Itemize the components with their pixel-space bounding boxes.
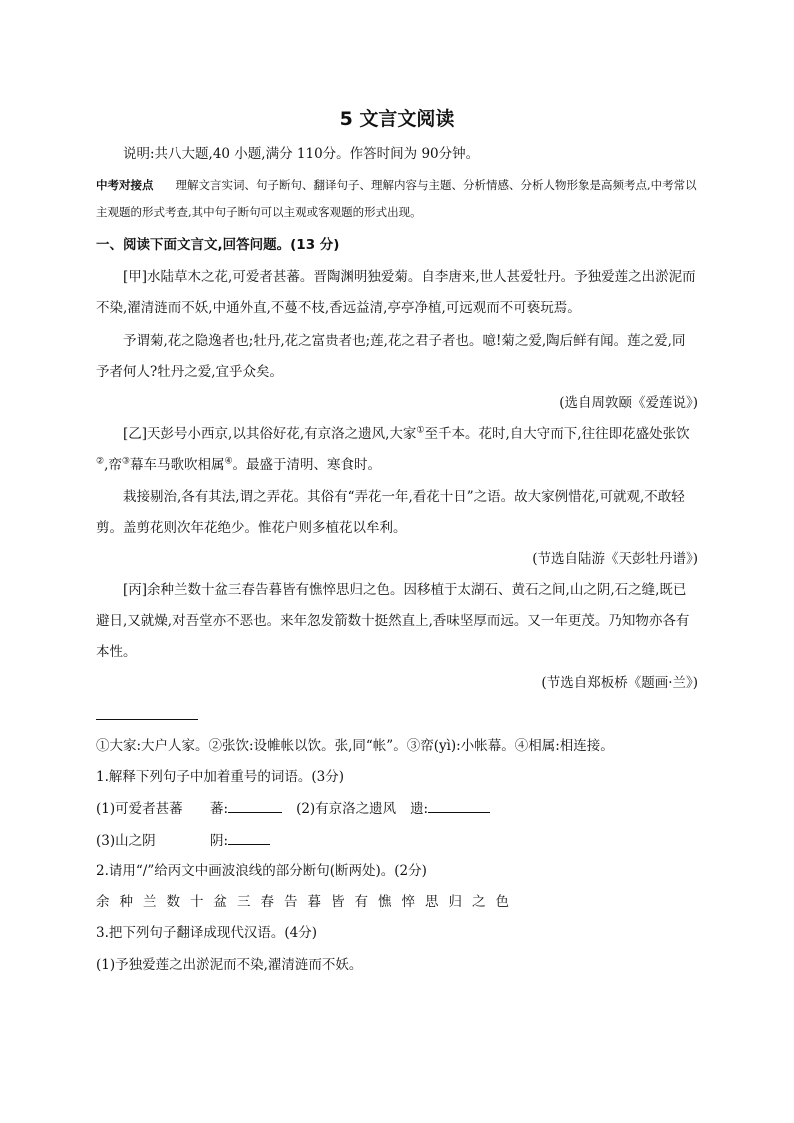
- jia-paragraph-1: [甲]水陆草木之花,可爱者甚蕃。晋陶渊明独爱菊。自李唐来,世人甚爱牡丹。予独爱莲之出淤泥而不染,濯清涟而不妖,中通外直,不蔓不枝,香远益清,亭亭净植,可远观而不可亵玩焉。: [96, 269, 696, 316]
- section1-heading: 一、阅读下面文言文,回答问题。(13 分): [96, 237, 340, 253]
- answer-blank-3[interactable]: [228, 830, 270, 845]
- kaodian-text: 理解文言实词、句子断句、翻译句子、理解内容与主题、分析情感、分析人物形象是高频考点,中考常以主观题的形式考查,其中句子断句可以主观或客观题的形式出现。: [96, 178, 697, 219]
- kaodian-label: 中考对接点: [96, 178, 154, 192]
- bing-paragraph: [丙]余种兰数十盆三春告暮皆有憔悴思归之色。因移植于太湖石、黄石之间,山之阴,石之缝,既已避日,又就燥,对吾堂亦不恶也。来年忽发箭数十挺然直上,香味坚厚而远。又一年更茂。乃知物亦各有本性。: [96, 582, 690, 660]
- answer-blank-1[interactable]: [228, 798, 282, 813]
- question-3-item-1: (1)予独爱莲之出淤泥而不染,濯清涟而不妖。: [96, 957, 363, 973]
- question-2-stem: 2.请用“/”给丙文中画波浪线的部分断句(断两处)。(2分): [96, 863, 427, 879]
- question-1-row-1: (1)可爱者甚蕃 蕃: (2)有京洛之遗风 遗:: [96, 794, 698, 825]
- footnotes: ①大家:大户人家。②张饮:设帷帐以饮。张,同“帐”。③帟(yì):小帐幕。④相属:相连接。: [96, 738, 614, 754]
- note-marker-3: ③: [121, 456, 130, 467]
- note-marker-1: ①: [416, 425, 425, 436]
- bing-source: (节选自郑板桥《题画·兰》): [541, 675, 698, 691]
- page-title: 5 文言文阅读: [339, 108, 455, 130]
- question-2-sequence: 余种兰数十盆三春告暮皆有憔悴思归之色: [96, 894, 519, 910]
- kaodian-block: [96, 172, 698, 226]
- yi-source: (节选自陆游《天彭牡丹谱》): [532, 551, 698, 567]
- jia-paragraph-2: 予谓菊,花之隐逸者也;牡丹,花之富贵者也;莲,花之君子者也。噫!菊之爱,陶后鲜有闻。莲之爱,同予者何人?牡丹之爱,宜乎众矣。: [96, 333, 686, 380]
- note-marker-2: ②: [96, 456, 105, 467]
- yi-paragraph-1: [乙]天彭号小西京,以其俗好花,有京洛之遗风,大家①至千本。花时,自大守而下,往往即花盛处张饮②,帟③幕车马歌吹相属④。最盛于清明、寒食时。: [96, 425, 690, 473]
- intro-text: 说明:共八大题,40 小题,满分 110分。作答时间为 90分钟。: [123, 146, 480, 162]
- answer-blank-2[interactable]: [428, 798, 490, 813]
- yi-paragraph-2: 栽接剔治,各有其法,谓之弄花。其俗有“弄花一年,看花十日”之语。故大家例惜花,可就观,不敢轻剪。盖剪花则次年花绝少。惟花户则多植花以牟利。: [96, 489, 685, 536]
- jia-source: (选自周敦颐《爱莲说》): [559, 395, 698, 411]
- question-3-stem: 3.把下列句子翻译成现代汉语。(4分): [96, 925, 318, 941]
- footnote-rule: [96, 719, 198, 720]
- question-1-row-2: (3)山之阴 阴:: [96, 826, 698, 857]
- note-marker-4: ④: [224, 456, 233, 467]
- question-1-stem: 1.解释下列句子中加着重号的词语。(3分): [96, 769, 345, 785]
